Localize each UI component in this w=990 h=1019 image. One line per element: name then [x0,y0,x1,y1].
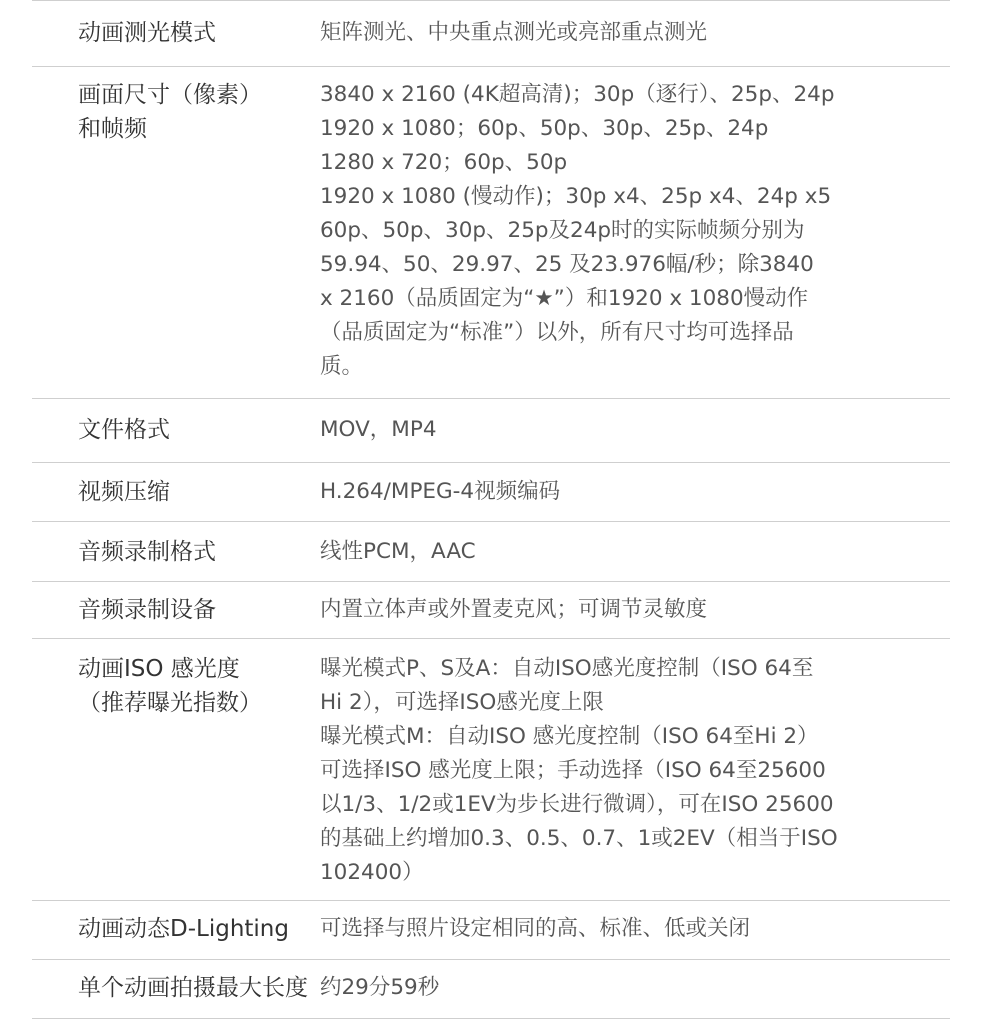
spec-value [320,16,950,66]
spec-label: 视频压缩 [78,479,170,505]
spec-value-line: 1920 x 1080；60p、50p、30p、25p、24p [320,116,769,141]
spec-value-line: 59.94、50、29.97、25 及23.976幅/秒；除3840 [320,252,814,277]
spec-value-line: H.264/MPEG-4视频编码 [320,479,561,504]
spec-value [320,652,950,900]
spec-value-line: 以1/3、1/2或1EV为步长进行微调），可在ISO 25600 [320,792,834,817]
spec-value-line: 约29分59秒 [320,975,440,1000]
spec-label: 音频录制设备 [78,597,216,623]
spec-value-line: 60p、50p、30p、25p及24p时的实际帧频分别为 [320,218,805,243]
spec-value-line: 矩阵测光、中央重点测光或亮部重点测光 [320,20,708,45]
spec-row-file-format [32,399,950,463]
spec-value-line: 线性PCM，AAC [320,539,476,564]
spec-value-line: MOV，MP4 [320,417,437,442]
spec-row-d-lighting [32,901,950,960]
spec-value-line: 可选择与照片设定相同的高、标准、低或关闭 [320,916,751,941]
spec-row-max-length [32,960,950,1019]
spec-row-metering [32,1,950,67]
spec-value-line: 可选择ISO 感光度上限；手动选择（ISO 64至25600 [320,758,826,783]
spec-value-line: 内置立体声或外置麦克风；可调节灵敏度 [320,597,708,622]
spec-label: 音频录制格式 [78,539,216,565]
spec-value-line: 质。 [320,354,364,379]
spec-label: 文件格式 [78,417,170,443]
spec-value-line: x 2160（品质固定为“★”）和1920 x 1080慢动作 [320,286,809,311]
spec-value-line: （品质固定为“标准”）以外，所有尺寸均可选择品 [320,320,794,345]
spec-label: 单个动画拍摄最大长度 [78,975,308,1001]
spec-value-line: 曝光模式P、S及A：自动ISO感光度控制（ISO 64至 [320,656,814,681]
spec-value [320,413,950,462]
spec-value-line: 1280 x 720；60p、50p [320,150,568,175]
spec-value-line: 102400） [320,860,424,885]
spec-value-line: 1920 x 1080 (慢动作)；30p x4、25p x4、24p x5 [320,184,832,209]
spec-value [320,593,950,638]
spec-row-frame-size [32,67,950,399]
spec-label: 动画ISO 感光度 （推荐曝光指数） [78,656,262,716]
spec-value [320,971,950,1018]
spec-table [32,0,950,1019]
spec-label: 动画动态D-Lighting [78,916,289,942]
spec-value-line: 3840 x 2160 (4K超高清)；30p（逐行）、25p、24p [320,82,835,107]
spec-row-audio-format [32,522,950,582]
spec-label: 动画测光模式 [78,20,216,46]
spec-value-line: 曝光模式M：自动ISO 感光度控制（ISO 64至Hi 2） [320,724,819,749]
spec-value [320,78,950,398]
spec-value [320,912,950,959]
spec-value [320,535,950,581]
spec-row-video-compression [32,463,950,522]
spec-row-iso [32,639,950,901]
spec-label: 画面尺寸（像素） 和帧频 [78,82,262,142]
spec-value [320,475,950,521]
spec-row-audio-device [32,582,950,639]
spec-value-line: 的基础上约增加0.3、0.5、0.7、1或2EV（相当于ISO [320,826,838,851]
spec-value-line: Hi 2），可选择ISO感光度上限 [320,690,604,715]
